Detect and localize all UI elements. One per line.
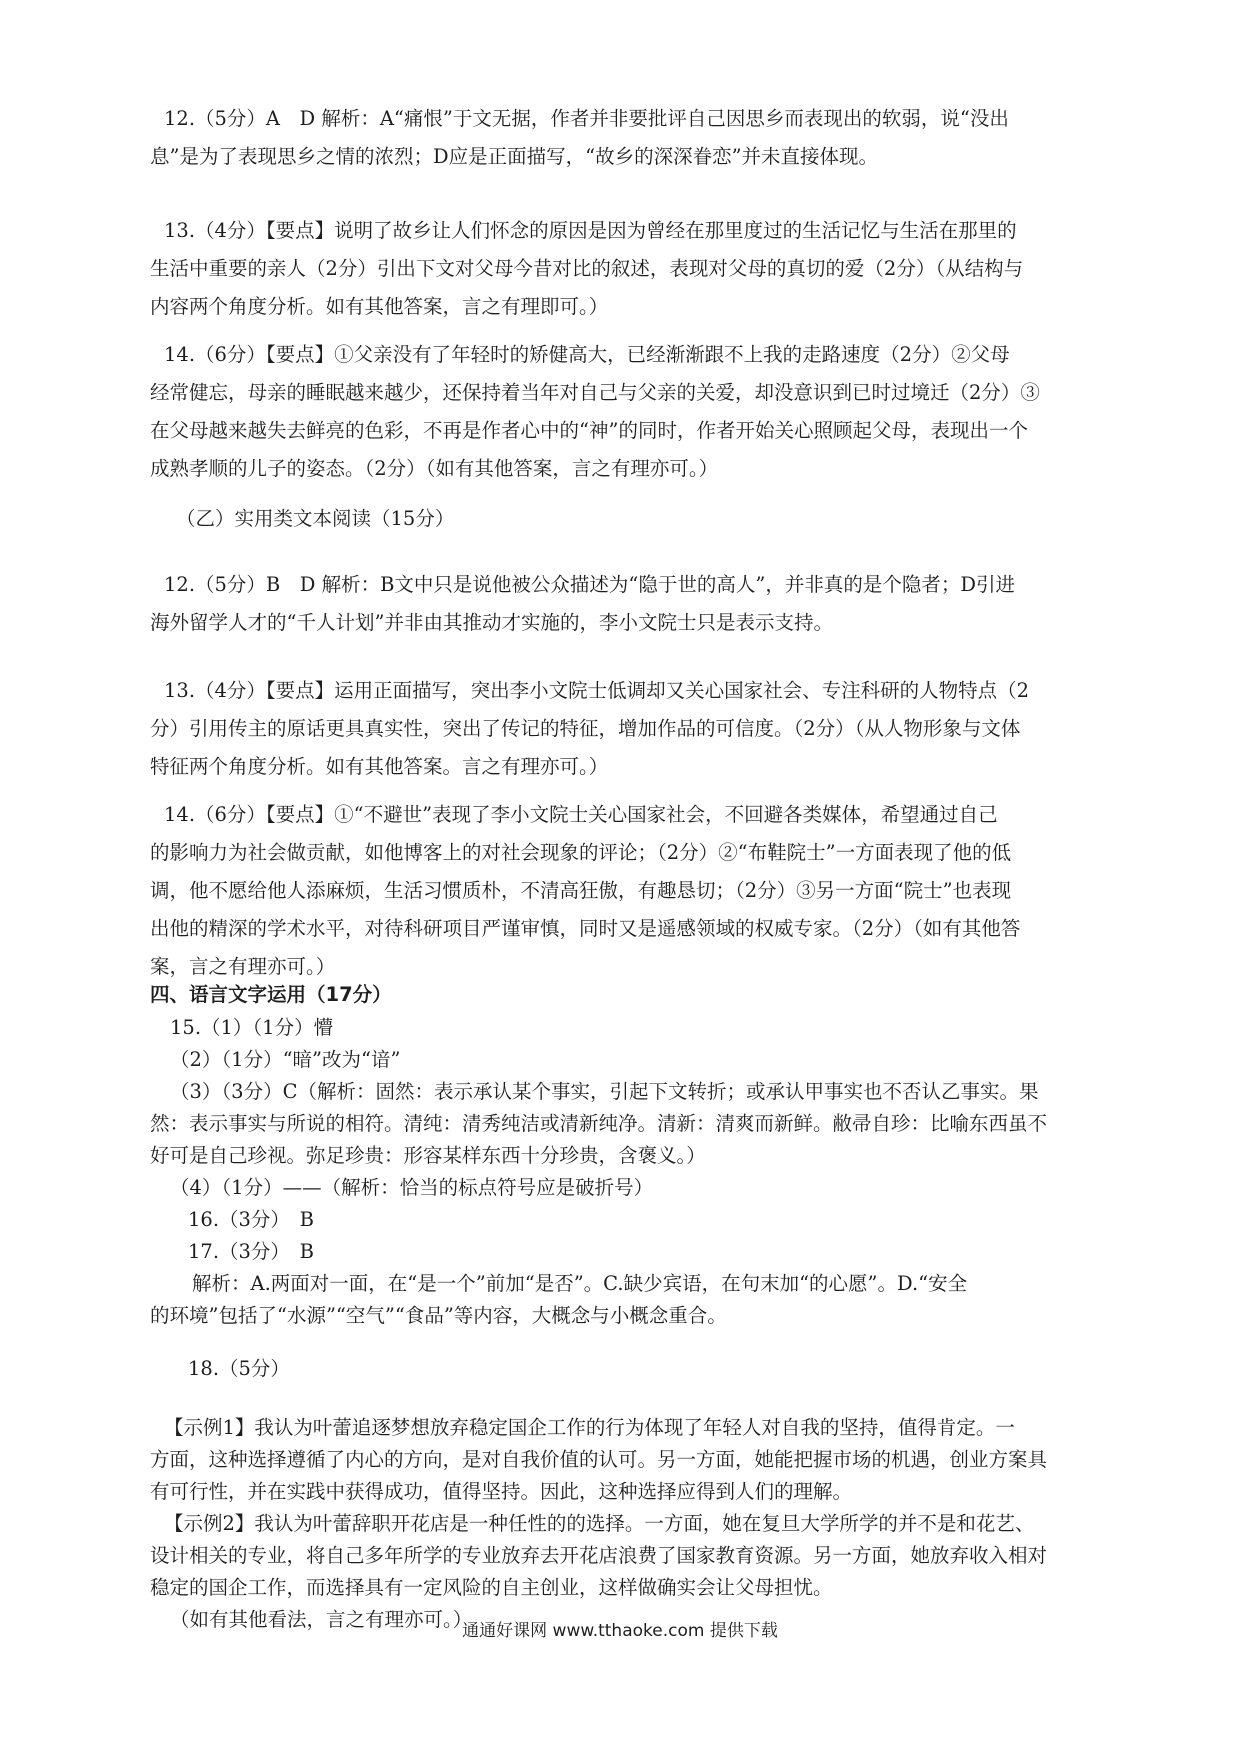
text-line: 息”是为了表现思乡之情的浓烈；D应是正面描写，“故乡的深深眷恋”并未直接体现。 (150, 145, 879, 168)
text-line: 的影响力为社会做贡献，如他博客上的对社会现象的评论；（2分）②“布鞋院士”一方面表现了他的低 (150, 841, 1012, 864)
text-line: 【示例2】我认为叶蕾辞职开花店是一种任性的的选择。一方面，她在复旦大学所学的并不是和花艺、 (164, 1512, 1035, 1535)
answer-b-q13 (150, 672, 1130, 786)
text-line: 14.（6分）【要点】①父亲没有了年轻时的矫健高大，已经渐渐跟不上我的走路速度（2分）②父母 (164, 343, 1010, 366)
answer-q18 (150, 1350, 1130, 1388)
text-line: 然：表示事实与所说的相符。清纯：清秀纯洁或清新纯净。清新：清爽而新鲜。敝帚自珍：比喻东西虽不 (150, 1112, 1048, 1135)
text-line: 设计相关的专业，将自己多年所学的专业放弃去开花店浪费了国家教育资源。另一方面，她放弃收入相对 (150, 1544, 1048, 1567)
answer-a-q13 (150, 212, 1130, 326)
text-line: 特征两个角度分析。如有其他答案。言之有理亦可。） (150, 755, 609, 778)
text-line: 海外留学人才的“千人计划”并非由其推动才实施的，李小文院士只是表示支持。 (150, 611, 833, 634)
text-line: 12.（5分）A D 解析：A“痛恨”于文无据，作者并非要批评自己因思乡而表现出的软弱，说“没出 (164, 107, 1009, 130)
text-line: 15.（1）（1分）懵 (170, 1016, 334, 1039)
text-line: 成熟孝顺的儿子的姿态。（2分）（如有其他答案，言之有理亦可。） (150, 457, 719, 480)
text-line: 经常健忘，母亲的睡眠越来越少，还保持着当年对自己与父亲的关爱，却没意识到已时过境迁（2分）③ (150, 381, 1040, 404)
section-heading-4 (150, 976, 1130, 1014)
text-line: 16.（3分） B (188, 1208, 314, 1231)
text-line: （4）（1分）——（解析：恰当的标点符号应是破折号） (170, 1176, 654, 1199)
text-line: 方面，这种选择遵循了内心的方向，是对自我价值的认可。另一方面，她能把握市场的机遇，创业方案具 (150, 1448, 1048, 1471)
answer-section-4 (150, 1012, 1130, 1332)
text-line: 13.（4分）【要点】运用正面描写，突出李小文院士低调却又关心国家社会、专注科研的人物特点（2 (164, 679, 1030, 702)
text-line: 解析：A.两面对一面，在“是一个”前加“是否”。C.缺少宾语，在句末加“的心愿”。D.“安全 (192, 1272, 968, 1295)
text-line: 13.（4分）【要点】说明了故乡让人们怀念的原因是因为曾经在那里度过的生活记忆与生活在那里的 (164, 219, 1017, 242)
text-line: 出他的精深的学术水平，对待科研项目严谨审慎，同时又是遥感领域的权威专家。（2分）（如有其他答 (150, 917, 1021, 940)
text-line: 【示例1】我认为叶蕾追逐梦想放弃稳定国企工作的行为体现了年轻人对自我的坚持，值得肯定。一 (164, 1416, 1015, 1439)
text-line: 在父母越来越失去鲜亮的色彩，不再是作者心中的“神”的同时，作者开始关心照顾起父母，表现出一个 (150, 419, 1028, 442)
text-line: 有可行性，并在实践中获得成功，值得坚持。因此，这种选择应得到人们的理解。 (150, 1480, 853, 1503)
text-line: 调，他不愿给他人添麻烦，生活习惯质朴，不清高狂傲，有趣恳切；（2分）③另一方面“院士”也表现 (150, 879, 1012, 902)
section-title: 四、语言文字运用（17分） (150, 983, 392, 1006)
text-line: 17.（3分） B (188, 1240, 314, 1263)
page-footer: 通通好课网 www.tthaoke.com 提供下载 (462, 1621, 778, 1641)
answer-a-q14 (150, 336, 1130, 488)
text-line: 18.（5分） (188, 1357, 290, 1380)
text-line: 12.（5分）B D 解析：B文中只是说他被公众描述为“隐于世的高人”，并非真的是个隐者；D引进 (164, 573, 1015, 596)
text-line: 生活中重要的亲人（2分）引出下文对父母今昔对比的叙述，表现对父母的真切的爱（2分）（从结构与 (150, 257, 1024, 280)
text-line: 稳定的国企工作，而选择具有一定风险的自主创业，这样做确实会让父母担忧。 (150, 1576, 833, 1599)
text-line: 14.（6分）【要点】①“不避世”表现了李小文院士关心国家社会，不回避各类媒体，希望通过自己 (164, 803, 998, 826)
text-line: （2）（1分）“暗”改为“谙” (170, 1048, 401, 1071)
text-line: 案，言之有理亦可。） (150, 955, 336, 978)
section-heading-b (150, 500, 1130, 538)
answer-b-q14 (150, 796, 1130, 986)
answer-a-q12 (150, 100, 1130, 176)
text-line: 好可是自己珍视。弥足珍贵：形容某样东西十分珍贵，含褒义。） (150, 1144, 706, 1167)
text-line: 分）引用传主的原话更具真实性，突出了传记的特征，增加作品的可信度。（2分）（从人物形象与文体 (150, 717, 1021, 740)
answer-b-q12 (150, 566, 1130, 642)
text-line: 内容两个角度分析。如有其他答案，言之有理即可。） (150, 295, 609, 318)
text-line: （3）（3分）C（解析：固然：表示承认某个事实，引起下文转折；或承认甲事实也不否认乙事实。果 (170, 1080, 1039, 1103)
section-title: （乙）实用类文本阅读（15分） (176, 507, 455, 530)
text-line: 的环境”包括了“水源”“空气”“食品”等内容，大概念与小概念重合。 (150, 1304, 727, 1327)
example-1 (150, 1412, 1130, 1508)
text-line: （如有其他看法，言之有理亦可。） (170, 1608, 473, 1631)
